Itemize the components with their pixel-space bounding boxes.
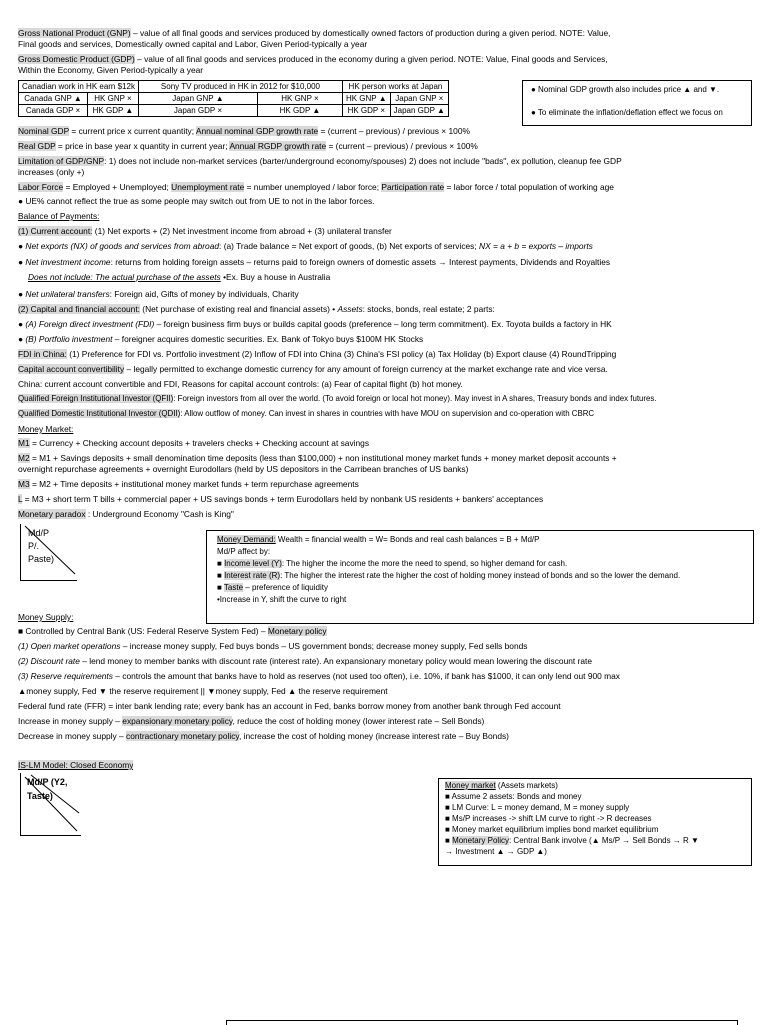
l-term: L [18,494,23,504]
table-header-cell: Sony TV produced in HK in 2012 for $10,000 [138,81,342,93]
table-cell: HK GDP ▲ [88,105,139,117]
labor-force-term: Labor Force [18,182,64,192]
table-cell: Japan GDP × [138,105,257,117]
m2-line: M2 = M1 + Savings deposits + small denomination time deposits (less than $100,000) + non institutional money market funds + money market deposit accounts + [18,453,617,463]
m3-term: M3 [18,479,30,489]
contractionary-term: contractionary monetary policy [126,731,239,741]
convertibility-term: Capital account convertibility [18,364,125,374]
money-demand-line: Md/P affect by: [217,547,271,556]
graph-label: Md/P (Y2, [27,777,68,787]
money-demand-item: ■ Interest rate (R): The higher the interest rate the higher the cost of holding money instead of bonds and so the lower the demand. [217,571,681,580]
unemployment-rate-term: Unemployment rate [171,182,245,192]
limitation-line-cont: increases (only +) [18,167,85,177]
gnp-gdp-table [18,80,449,117]
fdi-china-term: FDI in China: [18,349,67,359]
labor-force-line: Labor Force = Employed + Unemployed; Unemployment rate = number unemployed / labor force; Participation rate = labor force / total population of working age [18,182,614,192]
monetary-policy-term: Monetary policy [267,626,327,636]
table-cell: Japan GDP ▲ [390,105,448,117]
convertibility-line: Capital account convertibility – legally permitted to exchange domestic currency for any amount of foreign currency at the market exchange rate and vice versa. [18,364,608,374]
qdii-term: Qualified Domestic Institutional Investor (QDII) [18,409,181,418]
current-account-line: (1) Current account: (1) Net exports + (2) Net investment income from abroad + (3) unilateral transfer [18,226,392,236]
ms-control-line: ■ Controlled by Central Bank (US: Federal Reserve System Fed) – Monetary policy [18,626,327,636]
table-cell: Canada GDP × [19,105,88,117]
table-header-row [19,81,449,93]
qfii-line: Qualified Foreign Institutional Investor (QFII): Foreign investors from all over the world. (To avoid foreign or local hot money). May invest in A shares, Treasury bonds and index futures. [18,394,657,403]
ffr-line: Federal fund rate (FFR) = inter bank lending rate; every bank has an account in Fed, banks borrow money from another bank through Fed account [18,701,561,711]
money-market-item: ■ LM Curve: L = money demand, M = money supply [445,803,630,812]
table-cell: HK GDP × [342,105,390,117]
gdp-term: Gross Domestic Product (GDP) [18,54,135,64]
gdp-growth-note-box [522,80,752,126]
money-market-heading: Money Market: [18,424,74,434]
gdp-definition-cont: Within the Economy, Given Period-typically a year [18,65,204,75]
money-market-item: ■ Assume 2 assets: Bonds and money [445,792,582,801]
table-cell: HK GNP × [88,93,139,105]
bop-heading: Balance of Payments: [18,211,100,221]
note-line: ● To eliminate the inflation/deflation effect we focus on [531,108,723,117]
discount-line: (2) Discount rate – lend money to member banks with discount rate (interest rate). An expansionary monetary policy would mean lowering the discount rate [18,656,592,666]
money-demand-title-line: Money Demand: Wealth = financial wealth = W= Bonds and real cash balances = B + Md/P [217,535,540,544]
note-line: ● Nominal GDP growth also includes price ▲ and ▼. [531,85,720,94]
paradox-term: Monetary paradox [18,509,86,519]
fdi-china-line: FDI in China: (1) Preference for FDI vs. Portfolio investment (2) Inflow of FDI into China (3) China's FSI policy (a) Tax Holiday (b) Export clause (4) RoundTripping [18,349,617,359]
limitation-term: Limitation of GDP/GNP [18,156,105,166]
graph-label: Taste) [27,791,53,801]
table-cell: HK GNP × [257,93,342,105]
money-demand-box [206,530,754,624]
qdii-line: Qualified Domestic Institutional Investor (QDII): Allow outflow of money. Can invest in shares in countries with have MOU on supervision and co-operation with CBRC [18,409,595,418]
table-cell: HK GNP ▲ [342,93,390,105]
gdp-definition: Gross Domestic Product (GDP) – value of all final goods and services produced in the economy during a given period. NOTE: Value, Final goods and Services, [18,54,608,64]
rgdp-growth-term: Annual RGDP growth rate [229,141,327,151]
reserve-line-cont: ▲money supply, Fed ▼ the reserve requirement || ▼money supply, Fed ▲ the reserve requirement [18,686,388,696]
capital-account-line: (2) Capital and financial account: (Net purchase of existing real and financial assets) • Assets: stocks, bonds, real estate; 2 parts: [18,304,495,314]
qfii-term: Qualified Foreign Institutional Investor (QFII) [18,394,174,403]
fdi-line: ● (A) Foreign direct investment (FDI) – foreign business firm buys or builds capital goods (preference – long term commitment). Ex. Toyota builds a factory in HK [18,319,612,329]
decrease-line: Decrease in money supply – contractionary monetary policy, increase the cost of holding money (increase interest rate – Buy Bonds) [18,731,509,741]
m2-term: M2 [18,453,30,463]
money-demand-graph [20,524,77,581]
graph-label: P/. [28,541,40,551]
graph-label: Paste) [28,554,55,564]
capital-account-term: (2) Capital and financial account: [18,304,140,314]
islm-heading: IS-LM Model: Closed Economy [18,760,134,770]
money-market-item: ■ Ms/P increases -> shift LM curve to right -> R decreases [445,814,652,823]
table-row [19,105,449,117]
m3-line: M3 = M2 + Time deposits + institutional money market funds + term repurchase agreements [18,479,359,489]
nominal-gdp-line: Nominal GDP = current price x current quantity; Annual nominal GDP growth rate = (current – previous) / previous × 100% [18,126,470,136]
net-investment-line: ● Net investment income: returns from holding foreign assets – returns paid to foreign owners of domestic assets → Interest payments, Dividends and Royalties [18,257,611,267]
table-header-cell: Canadian work in HK earn $12k [19,81,139,93]
money-demand-item: ■ Taste – preference of liquidity [217,583,328,592]
money-market-item: ■ Monetary Policy: Central Bank involve (▲ Ms/P → Sell Bonds → R ▼ [445,836,699,845]
china-controls-line: China: current account convertible and FDI, Reasons for capital account controls: (a) Fear of capital flight (b) hot money. [18,379,463,389]
gnp-term: Gross National Product (GNP) [18,28,131,38]
money-demand-title: Money Demand: [217,535,276,544]
money-market-title-line: Money market (Assets markets) [445,781,558,790]
limitation-line: Limitation of GDP/GNP: 1) does not include non-market services (barter/underground economy/spouses) 2) does not include "bads", ex pollution, cleanup fee GDP [18,156,622,166]
money-market-title: Money market [445,781,496,790]
money-market-box [438,778,752,866]
nominal-gdp-term: Nominal GDP [18,126,70,136]
increase-line: Increase in money supply – expansionary monetary policy, reduce the cost of holding money (lower interest rate – Sell Bonds) [18,716,485,726]
net-exports-line: ● Net exports (NX) of goods and services from abroad: (a) Trade balance = Net export of goods, (b) Net exports of services; NX = a + b = exports – imports [18,241,593,251]
participation-rate-term: Participation rate [381,182,445,192]
paradox-line: Monetary paradox : Underground Economy "Cash is King" [18,509,234,519]
nominal-growth-term: Annual nominal GDP growth rate [195,126,319,136]
money-market-item: → Investment ▲ → GDP ▲) [445,847,547,856]
money-supply-heading: Money Supply: [18,612,74,622]
m2-line-cont: overnight repurchase agreements + overnight Eurodollars (held by US depositors in the Carribean branches of US banks) [18,464,469,474]
expansionary-term: expansionary monetary policy [122,716,233,726]
gnp-definition-cont: Final goods and services, Domestically owned capital and Labor, Given Period-typically a year [18,39,368,49]
current-account-term: (1) Current account: [18,226,93,236]
money-demand-line: •Increase in Y, shift the curve to right [217,595,347,604]
gnp-definition: Gross National Product (GNP) – value of all final goods and services produced by domestically owned factors of production during a given period. NOTE: Value, [18,28,611,38]
table-cell: HK GDP ▲ [257,105,342,117]
table-cell: Canada GNP ▲ [19,93,88,105]
islm-graph [20,773,81,836]
portfolio-line: ● (B) Portfolio investment – foreigner acquires domestic securities. Ex. Bank of Tokyo buys $100M HK Stocks [18,334,424,344]
m1-line: M1 = Currency + Checking account deposits + travelers checks + Checking account at savings [18,438,370,448]
unilateral-line: ● Net unilateral transfers: Foreign aid, Gifts of money by individuals, Charity [18,289,299,299]
ue-note: ● UE% cannot reflect the true as some people may switch out from UE to not in the labor forces. [18,196,375,206]
l-line: L = M3 + short term T bills + commercial paper + US savings bonds + term Eurodollars held by nonbank US residents + bankers' acceptances [18,494,544,504]
real-gdp-line: Real GDP = price in base year x quantity in current year; Annual RGDP growth rate = (current – previous) / previous × 100% [18,141,478,151]
table-row [19,93,449,105]
open-market-line: (1) Open market operations – increase money supply, Fed buys bonds – US government bonds; decrease money supply, Fed sells bonds [18,641,528,651]
graph-label: Md/P [28,528,50,538]
money-demand-item: ■ Income level (Y): The higher the income the more the need to spend, so higher demand for cash. [217,559,568,568]
table-cell: Japan GNP ▲ [138,93,257,105]
not-include-line: Does not include: The actual purchase of the assets •Ex. Buy a house in Australia [28,272,331,282]
m1-term: M1 [18,438,30,448]
table-cell: Japan GNP × [390,93,448,105]
reserve-line: (3) Reserve requirements – controls the amount that banks have to hold as reserves (not used too often), i.e. 10%, if bank has $1000, it can only lend out 900 max [18,671,620,681]
money-market-item: ■ Money market equilibrium implies bond market equilibrium [445,825,659,834]
table-header-cell: HK person works at Japan [342,81,448,93]
bottom-box-fragment [226,1020,738,1025]
real-gdp-term: Real GDP [18,141,56,151]
bottom-graph-fragment [20,1018,118,1024]
